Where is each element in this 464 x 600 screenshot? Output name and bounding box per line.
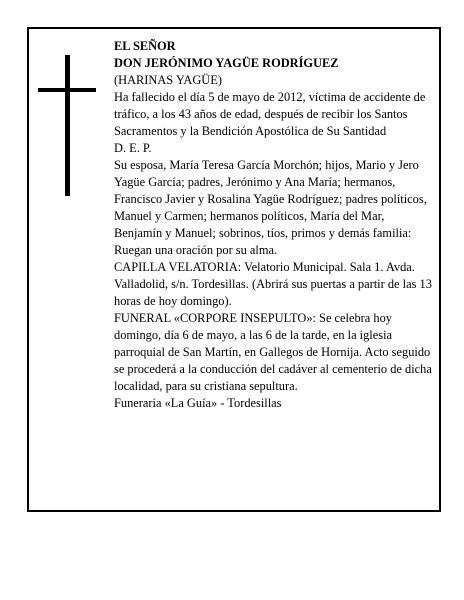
cross-horizontal-bar	[38, 88, 96, 92]
obituary-deceased-name: DON JERÓNIMO YAGÜE RODRÍGUEZ	[114, 56, 339, 70]
obituary-family: Su esposa, María Teresa García Morchón; hijos, Mario y Jero Yagüe García; padres, Jerónimo y Ana María; hermanos, Francisco Javier y Rosalina Yagüe Rodríguez; padres políticos, Manuel y Carmen; hermanos políticos, María del Mar, Benjamín y Manuel; sobrinos, tíos, primos y demás familia:	[114, 158, 427, 240]
obituary-text	[114, 38, 432, 412]
obituary-prayer: Ruegan una oración por su alma.	[114, 243, 278, 257]
obituary-company: (HARINAS YAGÜE)	[114, 73, 222, 87]
obituary-death-notice: Ha fallecido el día 5 de mayo de 2012, víctima de accidente de tráfico, a los 43 años de edad, después de recibir los Santos Sacramentos y la Bendición Apostólica de Su Santidad	[114, 90, 426, 138]
obituary-funeral: FUNERAL «CORPORE INSEPULTO»: Se celebra hoy domingo, día 6 de mayo, a las 6 de la tarde, en la iglesia parroquial de San Martín, en Gallegos de Hornija. Acto seguido se procederá a la conducción del cadáver al cementerio de dicha localidad, para su cristiana sepultura.	[114, 311, 432, 393]
obituary-title-line1: EL SEÑOR	[114, 39, 176, 53]
obituary-chapel: CAPILLA VELATORIA: Velatorio Municipal. Sala 1. Avda. Valladolid, s/n. Tordesillas. (Abrirá sus puertas a partir de las 13 horas de hoy domingo).	[114, 260, 432, 308]
obituary-rip: D. E. P.	[114, 141, 152, 155]
cross-vertical-bar	[65, 55, 70, 196]
obituary-funeral-home: Funeraria «La Guía» - Tordesillas	[114, 396, 282, 410]
